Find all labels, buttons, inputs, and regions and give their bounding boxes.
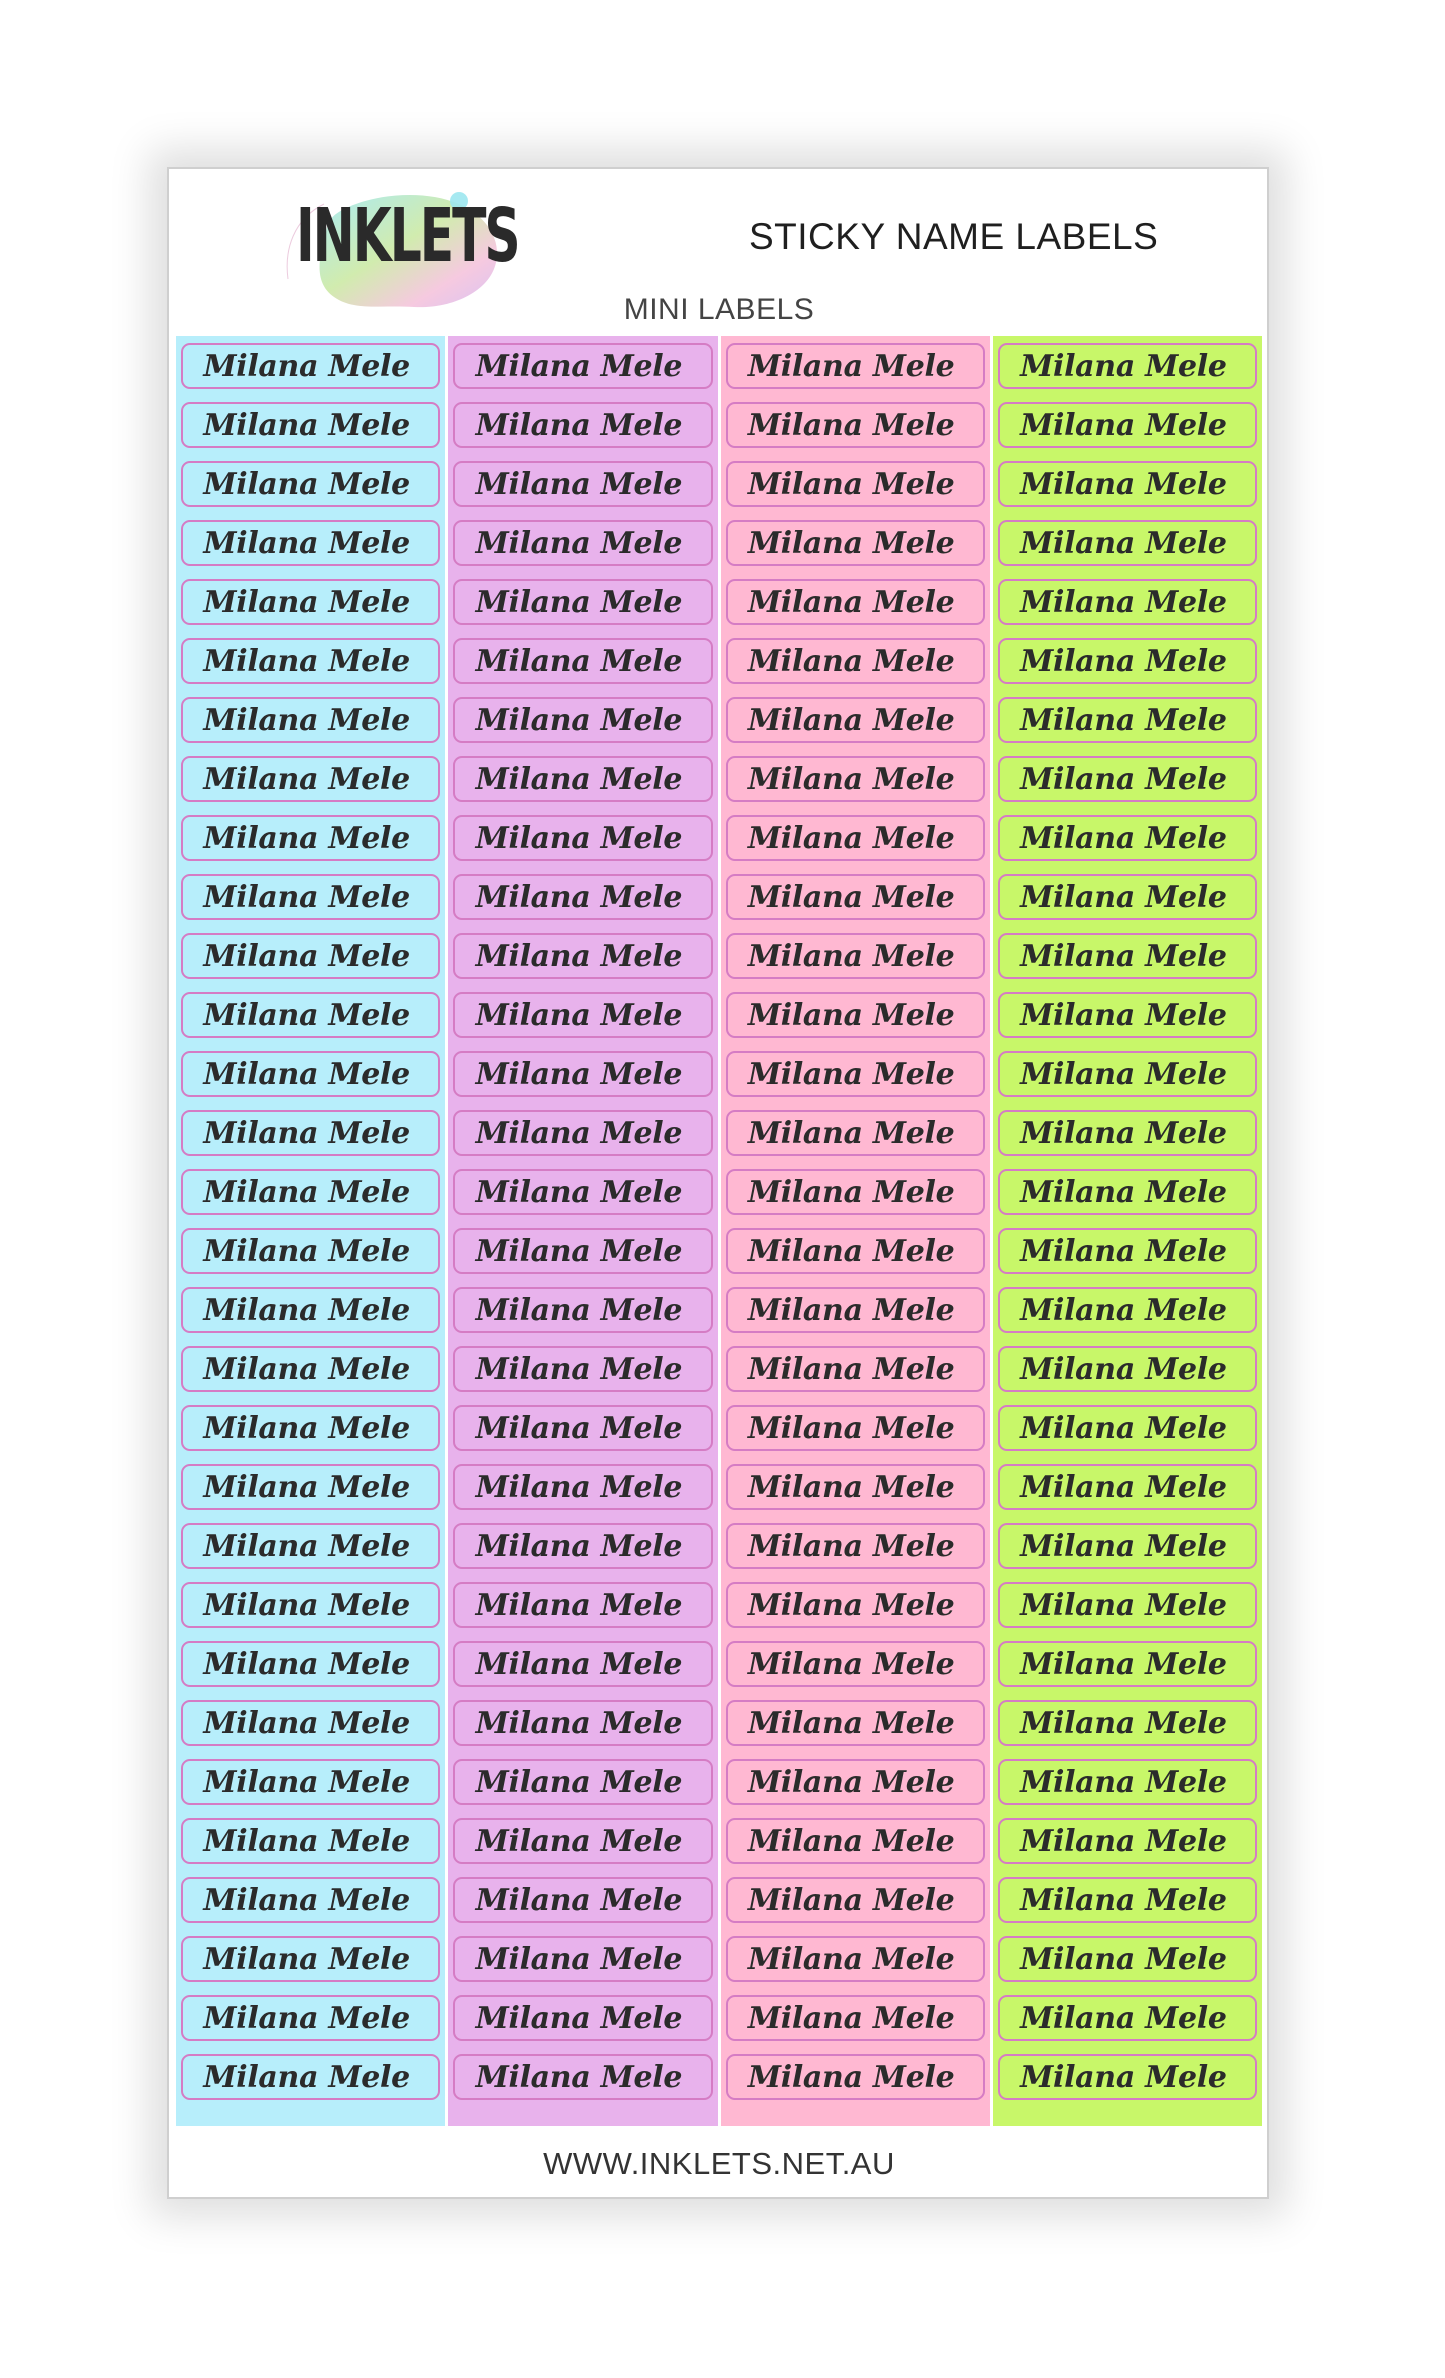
name-label-text: Milana Mele (203, 820, 410, 856)
name-label (726, 1582, 985, 1628)
name-label-text: Milana Mele (747, 1056, 955, 1092)
name-label-text: Milana Mele (475, 2000, 683, 2036)
name-label (998, 1464, 1257, 1510)
name-label-text: Milana Mele (1020, 348, 1227, 384)
name-label-text: Milana Mele (203, 407, 410, 443)
name-label-text: Milana Mele (475, 1882, 683, 1918)
name-label-text: Milana Mele (475, 1823, 683, 1859)
name-label (726, 697, 985, 743)
name-label (181, 756, 440, 802)
name-label-text: Milana Mele (1020, 1410, 1227, 1446)
name-label-text: Milana Mele (203, 348, 410, 384)
name-label (998, 402, 1257, 448)
name-label-text: Milana Mele (203, 879, 410, 915)
name-label-text: Milana Mele (475, 1292, 683, 1328)
name-label-text: Milana Mele (747, 584, 955, 620)
name-label (726, 1169, 985, 1215)
name-label (181, 1700, 440, 1746)
name-label-text: Milana Mele (747, 643, 955, 679)
label-column-pink (721, 336, 990, 2126)
name-label-text: Milana Mele (747, 1705, 955, 1741)
name-label-text: Milana Mele (475, 1528, 683, 1564)
name-label-text: Milana Mele (747, 1646, 955, 1682)
name-label-text: Milana Mele (203, 1705, 410, 1741)
name-label-text: Milana Mele (747, 1469, 955, 1505)
name-label-text: Milana Mele (747, 1351, 955, 1387)
name-label (998, 1051, 1257, 1097)
label-grid (176, 336, 1262, 2126)
name-label-text: Milana Mele (475, 1115, 683, 1151)
name-label (726, 402, 985, 448)
name-label-text: Milana Mele (475, 2059, 683, 2095)
name-label-text: Milana Mele (1020, 466, 1227, 502)
name-label (726, 1464, 985, 1510)
name-label (726, 1110, 985, 1156)
name-label-text: Milana Mele (475, 820, 683, 856)
name-label-text: Milana Mele (1020, 1705, 1227, 1741)
label-column-purple (448, 336, 717, 2126)
name-label-text: Milana Mele (475, 761, 683, 797)
sheet-title: STICKY NAME LABELS (749, 216, 1159, 257)
name-label (726, 874, 985, 920)
name-label (998, 1405, 1257, 1451)
name-label-text: Milana Mele (475, 466, 683, 502)
name-label (181, 520, 440, 566)
name-label (181, 1287, 440, 1333)
name-label-text: Milana Mele (747, 1823, 955, 1859)
name-label-text: Milana Mele (203, 1587, 410, 1623)
name-label-text: Milana Mele (475, 938, 683, 974)
name-label-text: Milana Mele (747, 1528, 955, 1564)
name-label-text: Milana Mele (747, 1882, 955, 1918)
name-label-text: Milana Mele (203, 1882, 410, 1918)
name-label (181, 933, 440, 979)
name-label-text: Milana Mele (475, 1233, 683, 1269)
name-label (181, 1877, 440, 1923)
name-label-text: Milana Mele (475, 1764, 683, 1800)
name-label (998, 461, 1257, 507)
name-label (998, 343, 1257, 389)
name-label (726, 1700, 985, 1746)
name-label (726, 1287, 985, 1333)
name-label-text: Milana Mele (1020, 407, 1227, 443)
name-label-text: Milana Mele (747, 466, 955, 502)
name-label-text: Milana Mele (475, 407, 683, 443)
name-label (181, 2054, 440, 2100)
name-label (181, 638, 440, 684)
name-label (998, 579, 1257, 625)
name-label-text: Milana Mele (1020, 938, 1227, 974)
name-label (726, 520, 985, 566)
name-label (453, 756, 712, 802)
name-label-text: Milana Mele (747, 1233, 955, 1269)
name-label (726, 579, 985, 625)
name-label-text: Milana Mele (203, 761, 410, 797)
name-label-text: Milana Mele (747, 1764, 955, 1800)
name-label (726, 638, 985, 684)
name-label (998, 1169, 1257, 1215)
name-label-text: Milana Mele (747, 525, 955, 561)
name-label (181, 1051, 440, 1097)
name-label (998, 756, 1257, 802)
name-label-text: Milana Mele (475, 1351, 683, 1387)
name-label-text: Milana Mele (203, 1056, 410, 1092)
name-label-text: Milana Mele (747, 1587, 955, 1623)
name-label (726, 461, 985, 507)
name-label-text: Milana Mele (203, 525, 410, 561)
sheet-subtitle: MINI LABELS (623, 293, 815, 326)
name-label-text: Milana Mele (203, 1941, 410, 1977)
name-label (453, 1228, 712, 1274)
name-label-text: Milana Mele (1020, 820, 1227, 856)
name-label (726, 1936, 985, 1982)
name-label (453, 343, 712, 389)
name-label-text: Milana Mele (1020, 761, 1227, 797)
name-label (453, 933, 712, 979)
name-label-text: Milana Mele (475, 643, 683, 679)
name-label-text: Milana Mele (747, 702, 955, 738)
name-label (181, 992, 440, 1038)
name-label-text: Milana Mele (203, 1823, 410, 1859)
name-label-text: Milana Mele (1020, 2059, 1227, 2095)
name-label (998, 1818, 1257, 1864)
name-label-text: Milana Mele (1020, 1882, 1227, 1918)
name-label (726, 1641, 985, 1687)
name-label (453, 579, 712, 625)
name-label-text: Milana Mele (1020, 1174, 1227, 1210)
name-label (181, 1464, 440, 1510)
name-label-text: Milana Mele (203, 2000, 410, 2036)
name-label (181, 1405, 440, 1451)
name-label (453, 461, 712, 507)
name-label-text: Milana Mele (475, 702, 683, 738)
name-label (453, 1877, 712, 1923)
name-label (453, 402, 712, 448)
name-label (453, 1641, 712, 1687)
name-label-text: Milana Mele (1020, 643, 1227, 679)
name-label (453, 1169, 712, 1215)
name-label (726, 1051, 985, 1097)
name-label-text: Milana Mele (1020, 525, 1227, 561)
name-label-text: Milana Mele (1020, 997, 1227, 1033)
name-label-text: Milana Mele (747, 2059, 955, 2095)
name-label-text: Milana Mele (1020, 879, 1227, 915)
name-label (726, 2054, 985, 2100)
name-label (453, 1759, 712, 1805)
name-label-text: Milana Mele (203, 1410, 410, 1446)
name-label (998, 1995, 1257, 2041)
name-label (453, 815, 712, 861)
name-label (998, 815, 1257, 861)
name-label-text: Milana Mele (1020, 1587, 1227, 1623)
name-label (726, 1405, 985, 1451)
name-label-text: Milana Mele (747, 1410, 955, 1446)
name-label-text: Milana Mele (203, 702, 410, 738)
name-label (453, 1051, 712, 1097)
name-label-text: Milana Mele (747, 761, 955, 797)
name-label-text: Milana Mele (747, 1941, 955, 1977)
name-label-text: Milana Mele (475, 997, 683, 1033)
name-label-text: Milana Mele (747, 997, 955, 1033)
name-label-text: Milana Mele (475, 879, 683, 915)
name-label-text: Milana Mele (1020, 1823, 1227, 1859)
name-label (998, 1287, 1257, 1333)
name-label-text: Milana Mele (475, 348, 683, 384)
name-label-text: Milana Mele (747, 1292, 955, 1328)
name-label-text: Milana Mele (475, 1469, 683, 1505)
sticker-sheet (167, 167, 1269, 2199)
name-label (181, 1523, 440, 1569)
name-label-text: Milana Mele (203, 2059, 410, 2095)
name-label-text: Milana Mele (203, 466, 410, 502)
name-label (453, 1287, 712, 1333)
name-label (453, 638, 712, 684)
name-label (726, 343, 985, 389)
name-label (181, 1759, 440, 1805)
name-label-text: Milana Mele (475, 1646, 683, 1682)
name-label (998, 1641, 1257, 1687)
name-label (181, 1641, 440, 1687)
name-label (998, 1523, 1257, 1569)
name-label-text: Milana Mele (475, 1705, 683, 1741)
name-label (998, 1582, 1257, 1628)
label-column-blue (176, 336, 445, 2126)
name-label-text: Milana Mele (747, 348, 955, 384)
name-label (998, 874, 1257, 920)
name-label (453, 520, 712, 566)
name-label-text: Milana Mele (1020, 584, 1227, 620)
name-label-text: Milana Mele (203, 1292, 410, 1328)
name-label-text: Milana Mele (203, 1351, 410, 1387)
name-label-text: Milana Mele (1020, 1351, 1227, 1387)
name-label-text: Milana Mele (747, 938, 955, 974)
name-label (726, 756, 985, 802)
name-label-text: Milana Mele (203, 1528, 410, 1564)
name-label (726, 933, 985, 979)
name-label (181, 815, 440, 861)
name-label (998, 992, 1257, 1038)
name-label (181, 461, 440, 507)
name-label (181, 874, 440, 920)
name-label-text: Milana Mele (203, 1174, 410, 1210)
name-label-text: Milana Mele (1020, 1292, 1227, 1328)
name-label-text: Milana Mele (475, 1056, 683, 1092)
name-label (453, 1818, 712, 1864)
name-label-text: Milana Mele (1020, 2000, 1227, 2036)
name-label (453, 1582, 712, 1628)
name-label (181, 579, 440, 625)
name-label (726, 1523, 985, 1569)
name-label (181, 1995, 440, 2041)
name-label-text: Milana Mele (203, 1469, 410, 1505)
name-label-text: Milana Mele (747, 820, 955, 856)
name-label (453, 1936, 712, 1982)
name-label (453, 1700, 712, 1746)
name-label (726, 1228, 985, 1274)
name-label (181, 343, 440, 389)
name-label (181, 1582, 440, 1628)
name-label (998, 638, 1257, 684)
name-label (998, 1936, 1257, 1982)
name-label (181, 1228, 440, 1274)
name-label (453, 697, 712, 743)
name-label-text: Milana Mele (747, 407, 955, 443)
name-label (998, 933, 1257, 979)
name-label (181, 1818, 440, 1864)
name-label (726, 1759, 985, 1805)
name-label-text: Milana Mele (203, 1646, 410, 1682)
name-label-text: Milana Mele (475, 1941, 683, 1977)
name-label (726, 1877, 985, 1923)
name-label-text: Milana Mele (203, 938, 410, 974)
name-label (181, 1936, 440, 1982)
name-label-text: Milana Mele (475, 584, 683, 620)
name-label-text: Milana Mele (203, 643, 410, 679)
name-label-text: Milana Mele (1020, 702, 1227, 738)
name-label-text: Milana Mele (747, 2000, 955, 2036)
name-label (998, 1228, 1257, 1274)
name-label (453, 1110, 712, 1156)
name-label (453, 992, 712, 1038)
name-label (998, 1877, 1257, 1923)
name-label-text: Milana Mele (1020, 1528, 1227, 1564)
name-label (181, 1110, 440, 1156)
name-label (726, 1346, 985, 1392)
name-label (998, 1110, 1257, 1156)
website-url: WWW.INKLETS.NET.AU (543, 2146, 895, 2181)
name-label (453, 1995, 712, 2041)
name-label (726, 992, 985, 1038)
name-label-text: Milana Mele (203, 1764, 410, 1800)
name-label-text: Milana Mele (203, 584, 410, 620)
name-label-text: Milana Mele (203, 997, 410, 1033)
name-label (998, 1346, 1257, 1392)
name-label (181, 402, 440, 448)
name-label (453, 1464, 712, 1510)
name-label (998, 1759, 1257, 1805)
name-label-text: Milana Mele (1020, 1941, 1227, 1977)
name-label (453, 1405, 712, 1451)
name-label (453, 2054, 712, 2100)
name-label (453, 1346, 712, 1392)
label-column-green (993, 336, 1262, 2126)
name-label-text: Milana Mele (1020, 1646, 1227, 1682)
name-label (726, 1995, 985, 2041)
name-label-text: Milana Mele (475, 1174, 683, 1210)
name-label-text: Milana Mele (475, 1587, 683, 1623)
name-label (181, 1346, 440, 1392)
name-label-text: Milana Mele (203, 1115, 410, 1151)
name-label (181, 1169, 440, 1215)
name-label (998, 2054, 1257, 2100)
name-label-text: Milana Mele (747, 879, 955, 915)
name-label (726, 815, 985, 861)
name-label-text: Milana Mele (1020, 1764, 1227, 1800)
name-label-text: Milana Mele (747, 1174, 955, 1210)
logo-wordmark: INKLETS (296, 193, 519, 279)
name-label (181, 697, 440, 743)
name-label-text: Milana Mele (203, 1233, 410, 1269)
name-label-text: Milana Mele (1020, 1469, 1227, 1505)
name-label-text: Milana Mele (1020, 1115, 1227, 1151)
name-label (998, 697, 1257, 743)
name-label (453, 1523, 712, 1569)
name-label-text: Milana Mele (1020, 1233, 1227, 1269)
name-label (453, 874, 712, 920)
name-label-text: Milana Mele (475, 1410, 683, 1446)
name-label-text: Milana Mele (1020, 1056, 1227, 1092)
name-label (998, 520, 1257, 566)
name-label (726, 1818, 985, 1864)
name-label-text: Milana Mele (475, 525, 683, 561)
name-label-text: Milana Mele (747, 1115, 955, 1151)
name-label (998, 1700, 1257, 1746)
